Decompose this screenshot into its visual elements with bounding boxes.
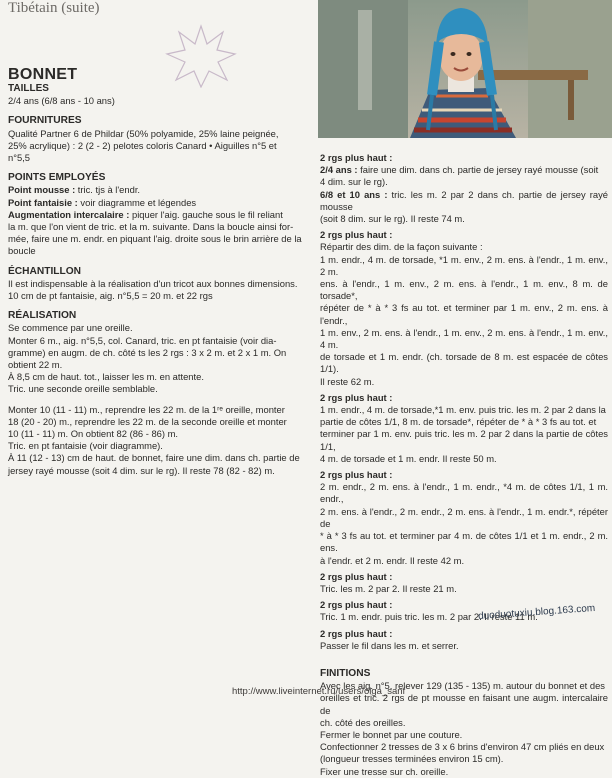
step-text: faire une dim. dans ch. partie de jersey rayé mousse (soit (357, 164, 599, 176)
finitions-line: Fermer le bonnet par une couture. (320, 728, 463, 740)
realisation2-line: Monter 10 (11 - 11) m., reprendre les 22 m. de la 1ʳᵉ oreille, monter (8, 403, 285, 415)
step-text: de torsade et 1 m. endr. (ch. torsade de 8 m. est espacée de côtes 1/1). (320, 351, 608, 375)
fournitures-line: 25% acrylique) : 2 (2 - 2) pelotes coloris Canard • Aiguilles n°5 et (8, 139, 277, 151)
step-heading: 2 rgs plus haut : (320, 391, 393, 403)
step-text: 4 m. de torsade et 1 m. endr. Il reste 50 m. (320, 452, 497, 464)
realisation-heading: RÉALISATION (8, 310, 77, 322)
fournitures-line: n°5,5 (8, 152, 30, 164)
step-text: 1 m. env., 2 m. ens. à l'endr., 1 m. env., 2 m. ens. à l'endr., 1 m. env., 4 m. (320, 326, 608, 351)
fournitures-line: Qualité Partner 6 de Phildar (50% polyamide, 25% laine peignée, (8, 127, 279, 139)
aug-line: mée, faire une m. endr. en piquant l'aig. droite sous le brin arrière de la (8, 233, 302, 245)
realisation2-line: Tric. en pt fantaisie (voir diagramme). (8, 440, 163, 452)
fournitures-heading: FOURNITURES (8, 115, 82, 127)
step-text: à l'endr. et 2 m. endr. Il reste 42 m. (320, 554, 465, 566)
step-heading: 2 rgs plus haut : (320, 229, 393, 241)
echantillon-line: 10 cm de pt fantaisie, aig. n°5,5 = 20 m. et 22 rgs (8, 290, 213, 302)
finitions-line: Confectionner 2 tresses de 3 x 6 brins d'environ 47 cm pliés en deux (320, 741, 605, 753)
echantillon-heading: ÉCHANTILLON (8, 265, 82, 277)
bottom-watermark: http://www.liveinternet.ru/users/olga_sanf (232, 686, 406, 697)
left-column (8, 66, 306, 477)
realisation-line: Tric. une seconde oreille semblable. (8, 383, 158, 395)
point-text: tric. tjs à l'endr. (75, 184, 141, 196)
realisation-line: À 8,5 cm de haut. tot., laisser les m. en attente. (8, 371, 204, 383)
step-text: partie de côtes 1/1, 8 m. de torsade*, répéter de * à * 3 fs au tot. et (320, 416, 597, 428)
size-label: 2/4 ans : (320, 164, 358, 176)
step-text: ens. à l'endr., 1 m. env., 2 m. ens. à l'endr., 1 m. env., 8 m. de torsade*, (320, 278, 608, 302)
step-text: 1 m. endr., 4 m. de torsade,*1 m. env. puis tric. les m. 2 par 2 dans la (320, 404, 606, 416)
finitions-line: ch. côté des oreilles. (320, 716, 406, 728)
step-text: Passer le fil dans les m. et serrer. (320, 639, 459, 651)
point-item (8, 209, 306, 221)
realisation2-line: 10 (11 - 11) m. On obtient 82 (86 - 86) m. (8, 428, 179, 440)
step-text: Répartir des dim. de la façon suivante : (320, 241, 483, 253)
step-text: (soit 8 dim. sur le rg). Il reste 74 m. (320, 213, 465, 225)
point-text: piquer l'aig. gauche sous le fil reliant (129, 208, 283, 220)
realisation-line: Se commence par une oreille. (8, 322, 133, 334)
aug-line: boucle (8, 245, 36, 257)
finitions-line: Fixer une tresse sur ch. oreille. (320, 765, 449, 777)
step-heading: 2 rgs plus haut : (320, 469, 393, 481)
finitions-line: (longueur tresses terminées environ 15 cm). (320, 753, 504, 765)
step-text: tric. les m. 2 par 2 dans ch. partie de jersey rayé mousse (320, 188, 608, 212)
finitions-line: Avec les aig. n°5, relever 129 (135 - 135) m. autour du bonnet et des (320, 680, 605, 692)
step-text: Tric. 1 m. endr. puis tric. les m. 2 par 2. Il reste 11 m. (320, 611, 538, 623)
step-heading: 2 rgs plus haut : (320, 627, 393, 639)
side-watermark: duoduotuxiu.blog.163.com (477, 602, 596, 623)
echantillon-line: Il est indispensable à la réalisation d'un tricot aux bonnes dimensions. (8, 277, 298, 289)
point-label: Augmentation intercalaire : (8, 208, 130, 220)
tailles-heading: TAILLES (8, 83, 49, 94)
step-text: Il reste 62 m. (320, 375, 375, 387)
realisation-line: Monter 6 m., aig. n°5,5, col. Canard, tric. en pt fantaisie (voir dia- (8, 334, 277, 346)
point-text: voir diagramme et légendes (77, 196, 197, 208)
realisation-line: gramme) en augm. de ch. côté ts les 2 rgs : 3 x 2 m. et 2 x 1 m. On (8, 346, 287, 358)
step-text: Tric. les m. 2 par 2. Il reste 21 m. (320, 582, 457, 594)
step-heading: 2 rgs plus haut : (320, 570, 393, 582)
step-text: 4 dim. sur le rg). (320, 176, 388, 188)
realisation2-line: 18 (20 - 20) m., reprendre les 22 m. de la seconde oreille et monter (8, 415, 287, 427)
child-photo (318, 0, 612, 138)
point-label: Point mousse : (8, 184, 76, 196)
right-column (320, 152, 608, 778)
step-heading: 2 rgs plus haut : (320, 152, 393, 163)
points-heading: POINTS EMPLOYÉS (8, 172, 106, 184)
finitions-line: oreilles et tric. 2 rgs de pt mousse en faisant une augm. intercalaire de (320, 692, 608, 716)
realisation2-line: jersey rayé mousse (soit 4 dim. sur le rg). Il reste 78 (82 - 82) m. (8, 464, 275, 476)
realisation-line: obtient 22 m. (8, 359, 63, 371)
step-heading: 2 rgs plus haut : (320, 599, 393, 611)
page-header: Tibétain (suite) (8, 0, 100, 16)
point-item (8, 184, 306, 196)
step-text: 2 m. endr., 2 m. ens. à l'endr., 1 m. endr., *4 m. de côtes 1/1, 1 m. endr., (320, 481, 608, 505)
aug-line: la m. que l'on vient de tric. et la m. suivante. Dans la boucle ainsi for- (8, 221, 294, 233)
finitions-heading: FINITIONS (320, 667, 371, 679)
point-label: Point fantaisie : (8, 196, 78, 208)
realisation2-line: À 11 (12 - 13) cm de haut. de bonnet, faire une dim. dans ch. partie de (8, 452, 300, 464)
step-text: 2 m. ens. à l'endr., 2 m. endr., 2 m. ens. à l'endr., 1 m. endr.*, répéter de (320, 505, 608, 529)
step-text: * à * 3 fs au tot. et terminer par 4 m. de côtes 1/1 et 1 m. endr., 2 m. ens. (320, 530, 608, 554)
size-label: 6/8 et 10 ans : (320, 188, 388, 200)
step-text: 1 m. endr., 4 m. de torsade, *1 m. env., 2 m. ens. à l'endr., 1 m. env., 2 m. (320, 253, 608, 277)
tailles-text: 2/4 ans (6/8 ans - 10 ans) (8, 95, 115, 107)
step-text: répéter de * à * 3 fs au tot. et terminer par 1 m. env., 2 m. ens. à l'endr., (320, 302, 608, 326)
section-title-bonnet: BONNET (8, 66, 78, 83)
point-item (8, 197, 306, 209)
step-text: terminer par 1 m. env. puis tric. les m. 2 par 2 dans la partie de côtes 1/1, (320, 428, 608, 452)
